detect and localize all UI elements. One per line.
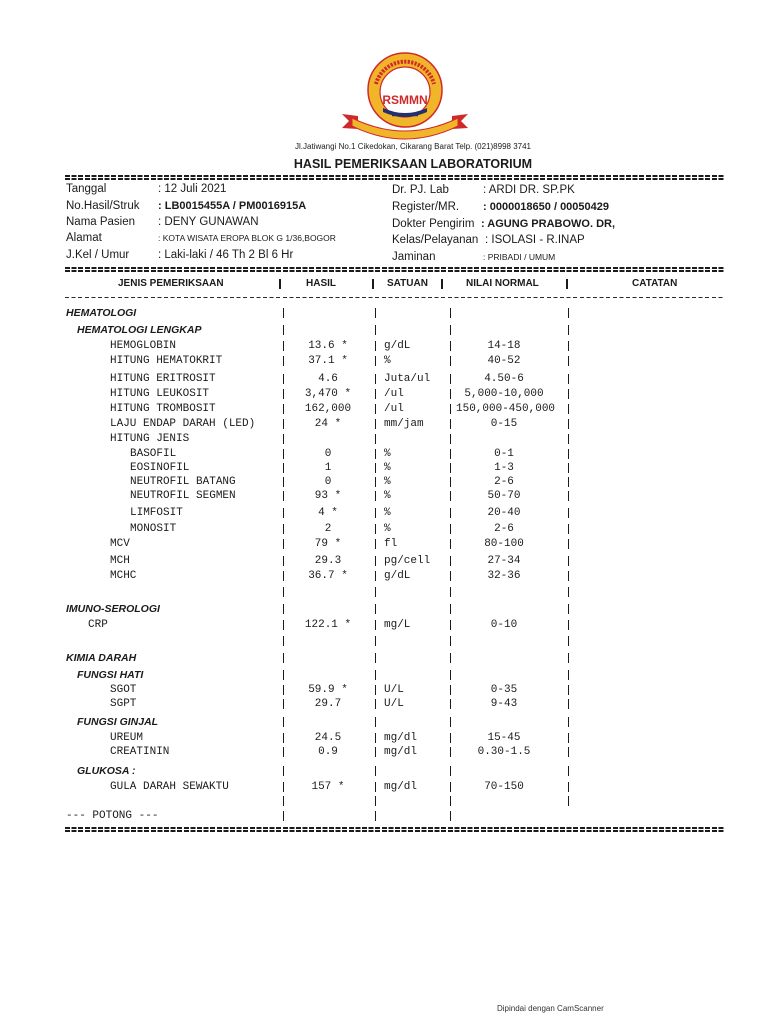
- column-divider: [568, 449, 569, 459]
- reference-range: 2-6: [494, 523, 514, 535]
- reference-range: 14-18: [487, 340, 521, 352]
- column-divider: [283, 653, 284, 663]
- column-divider: [450, 699, 451, 709]
- column-divider: [568, 356, 569, 366]
- test-name: MCH: [110, 555, 130, 567]
- logo-text: RSMMN: [382, 93, 428, 107]
- reference-range: 0-1: [494, 448, 514, 460]
- test-name: HITUNG LEUKOSIT: [110, 388, 210, 400]
- reference-range: 1-3: [494, 462, 514, 474]
- result-value: 2: [324, 523, 332, 535]
- column-divider: [450, 796, 451, 806]
- column-divider: [372, 279, 374, 289]
- column-divider: [568, 587, 569, 597]
- group-title: HEMATOLOGI LENGKAP: [77, 324, 202, 336]
- column-divider: [375, 539, 376, 549]
- result-row: [0, 569, 768, 583]
- header-rule: [65, 297, 725, 298]
- insurance-value: : PRIBADI / UMUM: [483, 252, 556, 262]
- column-divider: [375, 796, 376, 806]
- column-divider: [375, 308, 376, 318]
- unit-value: g/dL: [384, 570, 411, 582]
- blank-row: [0, 585, 768, 599]
- column-divider: [441, 279, 443, 289]
- reference-range: 32-36: [487, 570, 521, 582]
- double-rule-middle: [65, 267, 725, 272]
- column-divider: [375, 699, 376, 709]
- column-divider: [375, 811, 376, 821]
- column-divider: [283, 389, 284, 399]
- result-value: 4 *: [318, 507, 338, 519]
- column-divider: [568, 747, 569, 757]
- address-value: : KOTA WISATA EROPA BLOK G 1/36,BOGOR: [158, 233, 336, 243]
- column-divider: [450, 434, 451, 444]
- column-divider: [375, 747, 376, 757]
- column-divider: [568, 685, 569, 695]
- column-divider: [568, 463, 569, 473]
- result-row: [0, 475, 768, 489]
- reference-range: 20-40: [487, 507, 521, 519]
- column-divider: [283, 571, 284, 581]
- column-divider: [450, 374, 451, 384]
- column-divider: [279, 279, 281, 289]
- column-divider: [283, 325, 284, 335]
- test-name: CREATININ: [110, 746, 170, 758]
- column-divider: [568, 539, 569, 549]
- result-value: 4.6: [318, 373, 338, 385]
- column-divider: [375, 508, 376, 518]
- column-divider: [450, 308, 451, 318]
- section-heading-row: [0, 306, 768, 320]
- result-row: [0, 537, 768, 551]
- column-divider: [568, 733, 569, 743]
- unit-value: mg/dl: [384, 781, 418, 793]
- register-value: : 0000018650 / 00050429: [483, 201, 610, 213]
- column-divider: [450, 636, 451, 646]
- column-header-unit: SATUAN: [387, 278, 428, 289]
- column-divider: [568, 670, 569, 680]
- column-divider: [375, 670, 376, 680]
- result-row: [0, 780, 768, 794]
- column-divider: [450, 341, 451, 351]
- column-divider: [375, 766, 376, 776]
- unit-value: fl: [384, 538, 398, 550]
- column-divider: [450, 587, 451, 597]
- column-divider: [568, 699, 569, 709]
- test-name: GULA DARAH SEWAKTU: [110, 781, 229, 793]
- test-name: LAJU ENDAP DARAH (LED): [110, 418, 256, 430]
- column-divider: [375, 556, 376, 566]
- result-row: [0, 618, 768, 632]
- class-service-value: : ISOLASI - R.INAP: [485, 234, 585, 246]
- double-rule-bottom: [65, 827, 725, 832]
- column-divider: [283, 604, 284, 614]
- column-divider: [375, 356, 376, 366]
- column-divider: [375, 374, 376, 384]
- column-divider: [283, 449, 284, 459]
- test-name: CRP: [88, 619, 108, 631]
- group-title: GLUKOSA :: [77, 765, 136, 777]
- patient-name-value: : DENY GUNAWAN: [158, 216, 259, 228]
- unit-value: g/dL: [384, 340, 411, 352]
- column-divider: [375, 477, 376, 487]
- column-divider: [283, 733, 284, 743]
- column-divider: [283, 434, 284, 444]
- test-name: MCHC: [110, 570, 137, 582]
- group-heading-row: [0, 323, 768, 337]
- test-name: LIMFOSIT: [130, 507, 183, 519]
- column-divider: [568, 508, 569, 518]
- unit-value: %: [384, 462, 391, 474]
- column-divider: [283, 587, 284, 597]
- column-divider: [375, 571, 376, 581]
- section-heading-row: [0, 651, 768, 665]
- lab-doctor-value: : ARDI DR. SP.PK: [483, 184, 575, 196]
- reference-range: 0-15: [490, 418, 518, 430]
- result-value: 3,470 *: [304, 388, 352, 400]
- test-name: SGOT: [110, 684, 137, 696]
- hospital-logo: [340, 48, 470, 140]
- result-value: 122.1 *: [304, 619, 352, 631]
- result-value: 29.7: [314, 698, 342, 710]
- result-value: 79 *: [314, 538, 342, 550]
- column-divider: [568, 636, 569, 646]
- result-value: 1: [324, 462, 332, 474]
- column-divider: [450, 404, 451, 414]
- column-divider: [450, 733, 451, 743]
- result-value: 24 *: [314, 418, 342, 430]
- column-divider: [283, 341, 284, 351]
- column-header-result: HASIL: [306, 278, 336, 289]
- column-divider: [375, 524, 376, 534]
- column-divider: [568, 419, 569, 429]
- column-divider: [450, 670, 451, 680]
- column-divider: [568, 653, 569, 663]
- column-divider: [283, 747, 284, 757]
- result-row: [0, 683, 768, 697]
- unit-value: U/L: [384, 684, 404, 696]
- unit-value: %: [384, 355, 391, 367]
- column-divider: [450, 747, 451, 757]
- column-divider: [568, 325, 569, 335]
- reference-range: 15-45: [487, 732, 521, 744]
- reference-range: 2-6: [494, 476, 514, 488]
- column-divider: [375, 404, 376, 414]
- reference-range: 0.30-1.5: [477, 746, 531, 758]
- column-divider: [375, 449, 376, 459]
- column-divider: [568, 766, 569, 776]
- address-label: Alamat: [66, 232, 102, 244]
- result-row: [0, 697, 768, 711]
- result-value: 29.3: [314, 555, 342, 567]
- column-divider: [283, 782, 284, 792]
- column-divider: [566, 279, 568, 289]
- result-value: 59.9 *: [308, 684, 348, 696]
- result-row: [0, 417, 768, 431]
- result-row: [0, 745, 768, 759]
- column-divider: [375, 782, 376, 792]
- group-heading-row: [0, 715, 768, 729]
- column-divider: [450, 389, 451, 399]
- section-heading-row: [0, 602, 768, 616]
- column-divider: [568, 620, 569, 630]
- column-divider: [375, 325, 376, 335]
- result-value: 24.5: [314, 732, 342, 744]
- hospital-address: Jl.Jatiwangi No.1 Cikedokan, Cikarang Barat Telp. (021)8998 3741: [295, 142, 531, 151]
- unit-value: mg/dl: [384, 746, 418, 758]
- column-divider: [568, 434, 569, 444]
- result-row: [0, 506, 768, 520]
- test-name: HITUNG HEMATOKRIT: [110, 355, 223, 367]
- sex-age-label: J.Kel / Umur: [66, 249, 130, 261]
- column-divider: [375, 341, 376, 351]
- patient-name-label: Nama Pasien: [66, 216, 136, 228]
- logo-small-lettering: [392, 115, 418, 116]
- test-name: EOSINOFIL: [130, 462, 190, 474]
- column-divider: [568, 524, 569, 534]
- unit-value: %: [384, 448, 391, 460]
- column-divider: [283, 463, 284, 473]
- column-divider: [450, 556, 451, 566]
- reference-range: 150,000-450,000: [456, 403, 556, 415]
- date-label: Tanggal: [66, 183, 107, 195]
- blank-row: [0, 634, 768, 648]
- column-divider: [450, 620, 451, 630]
- column-divider: [450, 685, 451, 695]
- logo-inner-circle: [380, 67, 430, 117]
- column-divider: [283, 491, 284, 501]
- test-name: MONOSIT: [130, 523, 177, 535]
- column-divider: [450, 419, 451, 429]
- section-title: KIMIA DARAH: [66, 652, 137, 664]
- column-divider: [450, 766, 451, 776]
- result-value: 13.6 *: [308, 340, 348, 352]
- section-title: HEMATOLOGI: [66, 307, 137, 319]
- column-divider: [375, 717, 376, 727]
- reference-range: 5,000-10,000: [464, 388, 544, 400]
- unit-value: %: [384, 490, 391, 502]
- unit-value: /ul: [384, 388, 404, 400]
- column-divider: [450, 604, 451, 614]
- column-divider: [568, 717, 569, 727]
- group-heading-row: [0, 668, 768, 682]
- column-divider: [283, 717, 284, 727]
- test-name: HEMOGLOBIN: [110, 340, 177, 352]
- column-divider: [375, 419, 376, 429]
- report-title: HASIL PEMERIKSAAN LABORATORIUM: [293, 157, 533, 171]
- result-row: [0, 354, 768, 368]
- column-header-test: JENIS PEMERIKSAAN: [118, 278, 224, 289]
- column-divider: [283, 404, 284, 414]
- test-name: UREUM: [110, 732, 144, 744]
- unit-value: pg/cell: [384, 555, 431, 567]
- column-divider: [568, 341, 569, 351]
- result-row: [0, 387, 768, 401]
- reference-range: 0-35: [490, 684, 518, 696]
- test-name: HITUNG TROMBOSIT: [110, 403, 216, 415]
- column-divider: [283, 670, 284, 680]
- column-divider: [450, 539, 451, 549]
- result-row: [0, 489, 768, 503]
- column-divider: [375, 685, 376, 695]
- unit-value: %: [384, 476, 391, 488]
- column-divider: [375, 604, 376, 614]
- unit-value: /ul: [384, 403, 404, 415]
- unit-value: mg/L: [384, 619, 411, 631]
- result-number-label: No.Hasil/Struk: [66, 200, 140, 212]
- column-divider: [568, 308, 569, 318]
- reference-range: 40-52: [487, 355, 521, 367]
- test-name: HITUNG JENIS: [110, 433, 190, 445]
- column-divider: [283, 556, 284, 566]
- column-divider: [450, 463, 451, 473]
- group-title: FUNGSI HATI: [77, 669, 144, 681]
- reference-range: 4.50-6: [484, 373, 524, 385]
- result-row: [0, 461, 768, 475]
- column-divider: [568, 491, 569, 501]
- reference-range: 50-70: [487, 490, 521, 502]
- column-divider: [568, 782, 569, 792]
- sex-age-value: : Laki-laki / 46 Th 2 Bl 6 Hr: [158, 249, 294, 261]
- test-name: NEUTROFIL BATANG: [130, 476, 236, 488]
- group-heading-row: [0, 764, 768, 778]
- column-divider: [450, 477, 451, 487]
- column-divider: [283, 636, 284, 646]
- register-label: Register/MR.: [392, 201, 460, 213]
- unit-value: Juta/ul: [384, 373, 431, 385]
- unit-value: U/L: [384, 698, 404, 710]
- test-name: SGPT: [110, 698, 137, 710]
- column-divider: [283, 811, 284, 821]
- unit-value: mm/jam: [384, 418, 424, 430]
- column-divider: [568, 571, 569, 581]
- column-divider: [283, 685, 284, 695]
- column-divider: [375, 653, 376, 663]
- column-divider: [375, 389, 376, 399]
- test-name: NEUTROFIL SEGMEN: [130, 490, 236, 502]
- column-divider: [450, 811, 451, 821]
- column-divider: [283, 374, 284, 384]
- result-value: 0: [324, 476, 332, 488]
- double-rule-top: [65, 175, 725, 180]
- group-title: FUNGSI GINJAL: [77, 716, 159, 728]
- test-name: BASOFIL: [130, 448, 177, 460]
- result-row: [0, 432, 768, 446]
- result-value: 37.1 *: [308, 355, 348, 367]
- blank-row: [0, 794, 768, 808]
- result-row: [0, 731, 768, 745]
- column-divider: [375, 636, 376, 646]
- column-divider: [375, 491, 376, 501]
- result-value: 0: [324, 448, 332, 460]
- result-number-value: : LB0015455A / PM0016915A: [158, 200, 307, 212]
- result-value: 0.9: [318, 746, 338, 758]
- reference-range: 80-100: [484, 538, 524, 550]
- column-divider: [283, 477, 284, 487]
- reference-range: 0-10: [490, 619, 518, 631]
- column-divider: [450, 653, 451, 663]
- column-divider: [375, 434, 376, 444]
- result-row: [0, 339, 768, 353]
- end-marker: --- POTONG ---: [66, 810, 159, 822]
- column-header-reference: NILAI NORMAL: [466, 278, 539, 289]
- column-divider: [375, 587, 376, 597]
- result-value: 157 *: [311, 781, 345, 793]
- result-value: 93 *: [314, 490, 342, 502]
- column-divider: [283, 539, 284, 549]
- column-divider: [450, 356, 451, 366]
- class-service-label: Kelas/Pelayanan: [392, 234, 479, 246]
- column-header-notes: CATATAN: [632, 278, 678, 289]
- column-divider: [283, 620, 284, 630]
- reference-range: 9-43: [490, 698, 518, 710]
- column-divider: [450, 491, 451, 501]
- end-marker-row: [0, 809, 768, 823]
- test-name: HITUNG ERITROSIT: [110, 373, 216, 385]
- unit-value: mg/dl: [384, 732, 418, 744]
- column-divider: [375, 620, 376, 630]
- column-divider: [283, 308, 284, 318]
- column-divider: [450, 571, 451, 581]
- column-divider: [568, 374, 569, 384]
- column-divider: [283, 524, 284, 534]
- column-divider: [450, 717, 451, 727]
- unit-value: %: [384, 507, 391, 519]
- column-divider: [450, 782, 451, 792]
- reference-range: 70-150: [484, 781, 524, 793]
- column-divider: [450, 449, 451, 459]
- unit-value: %: [384, 523, 391, 535]
- result-row: [0, 554, 768, 568]
- insurance-label: Jaminan: [392, 251, 436, 263]
- reference-range: 27-34: [487, 555, 521, 567]
- column-divider: [283, 356, 284, 366]
- column-divider: [568, 796, 569, 806]
- result-row: [0, 372, 768, 386]
- column-divider: [568, 477, 569, 487]
- column-divider: [568, 389, 569, 399]
- result-row: [0, 522, 768, 536]
- column-divider: [375, 463, 376, 473]
- column-divider: [375, 733, 376, 743]
- column-divider: [568, 556, 569, 566]
- column-divider: [450, 325, 451, 335]
- referring-doctor-label: Dokter Pengirim: [392, 218, 475, 230]
- referring-doctor-value: : AGUNG PRABOWO. DR,: [481, 218, 616, 230]
- column-divider: [568, 404, 569, 414]
- column-divider: [568, 604, 569, 614]
- column-divider: [450, 524, 451, 534]
- column-divider: [283, 766, 284, 776]
- result-value: 36.7 *: [308, 570, 348, 582]
- column-divider: [283, 699, 284, 709]
- column-divider: [450, 508, 451, 518]
- lab-doctor-label: Dr. PJ. Lab: [392, 184, 449, 196]
- scanner-watermark: Dipindai dengan CamScanner: [497, 1004, 604, 1013]
- column-divider: [283, 796, 284, 806]
- column-divider: [283, 419, 284, 429]
- result-value: 162,000: [304, 403, 352, 415]
- section-title: IMUNO-SEROLOGI: [66, 603, 160, 615]
- test-name: MCV: [110, 538, 130, 550]
- result-row: [0, 402, 768, 416]
- result-row: [0, 447, 768, 461]
- column-divider: [283, 508, 284, 518]
- date-value: : 12 Juli 2021: [158, 183, 227, 195]
